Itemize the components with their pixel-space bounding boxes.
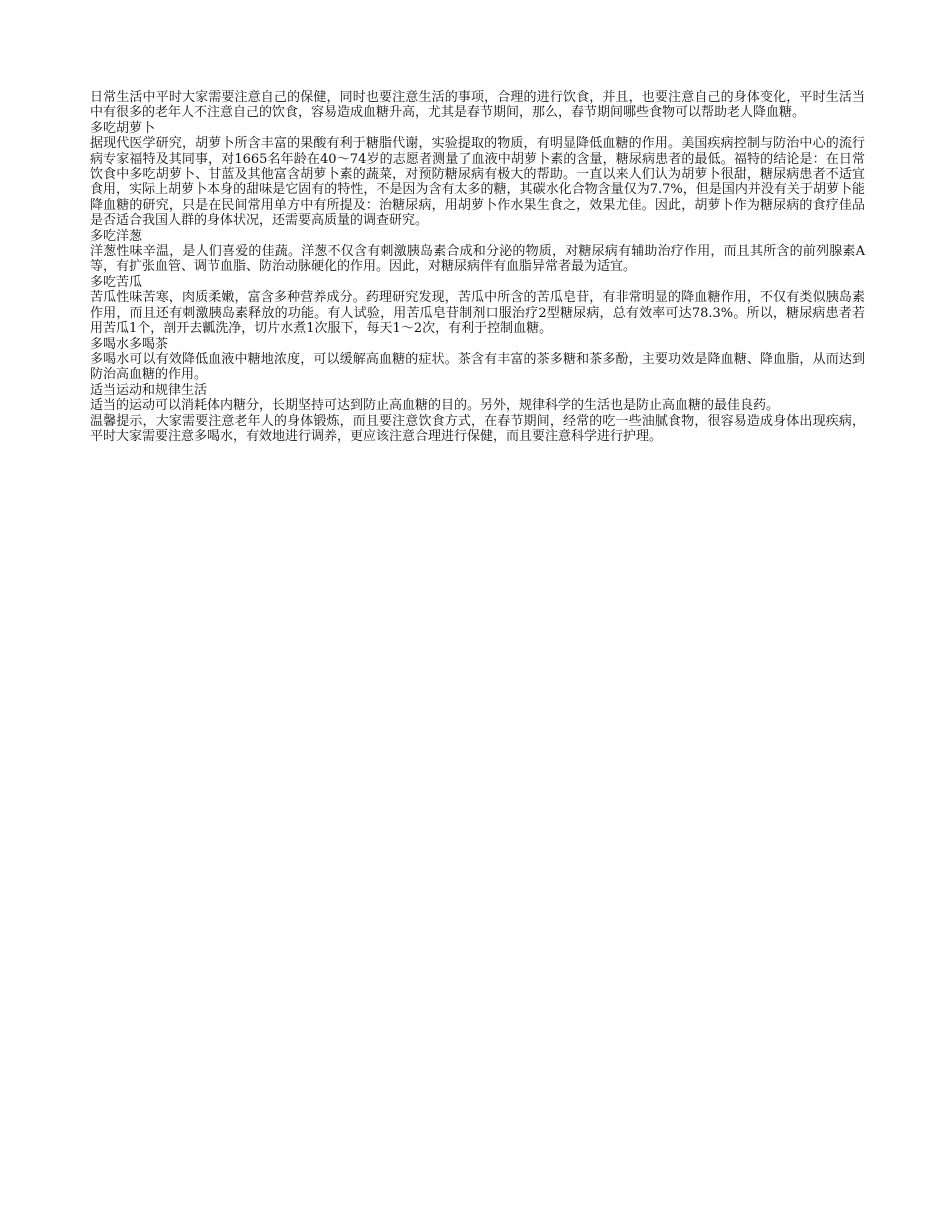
section-body-carrot: 据现代医学研究，胡萝卜所含丰富的果酸有利于糖脂代谢，实验提取的物质，有明显降低血糖的作用。美国疾病控制与防治中心的流行病专家福特及其同事，对1665名年龄在40～74岁的志愿者测量了血液中胡萝卜素的含量，糖尿病患者的最低。福特的结论是：在日常饮食中多吃胡萝卜、甘蓝及其他富含胡萝卜素的蔬菜，对预防糖尿病有极大的帮助。一直以来人们认为胡萝卜很甜，糖尿病患者不适宜食用，实际上胡萝卜本身的甜味是它固有的特性，不是因为含有太多的糖，其碳水化合物含量仅为7.7%，但是国内并没有关于胡萝卜能降血糖的研究，只是在民间常用单方中有所提及：治糖尿病，用胡萝卜作水果生食之，效果尤佳。因此，胡萝卜作为糖尿病的食疗佳品是否适合我国人群的身体状况，还需要高质量的调查研究。 (90, 136, 865, 229)
section-body-bitter-melon: 苦瓜性味苦寒，肉质柔嫩，富含多种营养成分。药理研究发现，苦瓜中所含的苦瓜皂苷，有非常明显的降血糖作用，不仅有类似胰岛素作用，而且还有刺激胰岛素释放的功能。有人试验，用苦瓜皂苷制剂口服治疗2型糖尿病，总有效率可达78.3%。所以，糖尿病患者若用苦瓜1个，剖开去瓤洗净，切片水煮1次服下，每天1～2次，有利于控制血糖。 (90, 290, 865, 337)
section-heading-bitter-melon: 多吃苦瓜 (90, 274, 143, 290)
section-body-water-tea: 多喝水可以有效降低血液中糖地浓度，可以缓解高血糖的症状。茶含有丰富的茶多糖和茶多酚，主要功效是降血糖、降血脂，从而达到防治高血糖的作用。 (90, 351, 865, 383)
section-heading-water-tea: 多喝水多喝茶 (90, 336, 169, 352)
section-heading-onion: 多吃洋葱 (90, 228, 143, 244)
document-page (90, 90, 865, 444)
section-body-onion: 洋葱性味辛温，是人们喜爱的佳蔬。洋葱不仅含有刺激胰岛素合成和分泌的物质，对糖尿病有辅助治疗作用，而且其所含的前列腺素A等，有扩张血管、调节血脂、防治动脉硬化的作用。因此，对糖尿病伴有血脂异常者最为适宜。 (90, 244, 865, 275)
section-body-exercise: 适当的运动可以消耗体内糖分，长期坚持可达到防止高血糖的目的。另外，规律科学的生活也是防止高血糖的最佳良药。 (90, 398, 780, 414)
intro-paragraph: 日常生活中平时大家需要注意自己的保健，同时也要注意生活的事项，合理的进行饮食，并且，也要注意自己的身体变化，平时生活当中有很多的老年人不注意自己的饮食，容易造成血糖升高，尤其是春节期间，那么，春节期间哪些食物可以帮助老人降血糖。 (90, 90, 865, 121)
section-heading-exercise: 适当运动和规律生活 (90, 382, 208, 398)
section-heading-carrot: 多吃胡萝卜 (90, 120, 156, 136)
tip-paragraph: 温馨提示，大家需要注意老年人的身体锻炼，而且要注意饮食方式，在春节期间，经常的吃一些油腻食物，很容易造成身体出现疾病，平时大家需要注意多喝水，有效地进行调养，更应该注意合理进行保健，而且要注意科学进行护理。 (90, 413, 865, 444)
